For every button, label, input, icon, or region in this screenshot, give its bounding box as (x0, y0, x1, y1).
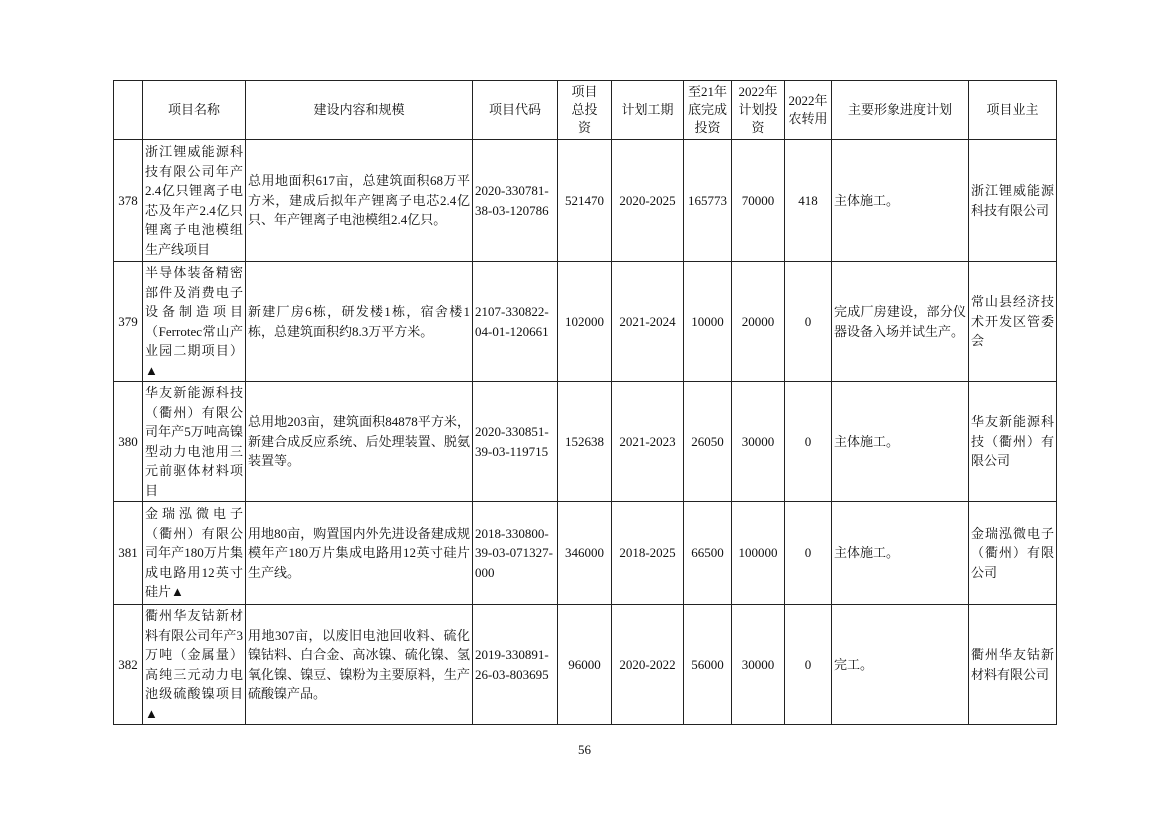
cell-plan22: 20000 (732, 262, 785, 382)
cell-progress: 主体施工。 (832, 502, 969, 605)
cell-content: 新建厂房6栋，研发楼1栋，宿舍楼1栋，总建筑面积约8.3万平方米。 (246, 262, 473, 382)
table-row (114, 502, 1057, 605)
cell-period: 2018-2025 (612, 502, 684, 605)
header-name: 项目名称 (143, 81, 246, 140)
cell-land22: 0 (785, 605, 832, 725)
cell-done21: 10000 (684, 262, 732, 382)
table-row (114, 262, 1057, 382)
header-done21: 至21年底完成投资 (684, 81, 732, 140)
cell-period: 2020-2022 (612, 605, 684, 725)
cell-owner: 衢州华友钴新材料有限公司 (969, 605, 1057, 725)
cell-total: 152638 (558, 382, 612, 502)
cell-land22: 0 (785, 382, 832, 502)
cell-no: 382 (114, 605, 143, 725)
cell-plan22: 70000 (732, 140, 785, 262)
table-row (114, 605, 1057, 725)
cell-progress: 主体施工。 (832, 382, 969, 502)
cell-plan22: 30000 (732, 382, 785, 502)
header-progress: 主要形象进度计划 (832, 81, 969, 140)
cell-name: 浙江锂威能源科技有限公司年产2.4亿只锂离子电芯及年产2.4亿只锂离子电池模组生产线项目 (143, 140, 246, 262)
cell-done21: 56000 (684, 605, 732, 725)
cell-plan22: 30000 (732, 605, 785, 725)
page-number: 56 (578, 742, 591, 757)
table-row (114, 382, 1057, 502)
cell-content: 用地307亩，以废旧电池回收料、硫化镍钴料、白合金、高冰镍、硫化镍、氢氧化镍、镍豆、镍粉为主要原料，生产硫酸镍产品。 (246, 605, 473, 725)
cell-code: 2107-330822-04-01-120661 (473, 262, 558, 382)
cell-total: 96000 (558, 605, 612, 725)
header-code: 项目代码 (473, 81, 558, 140)
header-land22: 2022年农转用 (785, 81, 832, 140)
cell-code: 2020-330781-38-03-120786 (473, 140, 558, 262)
table-row (114, 140, 1057, 262)
cell-progress: 主体施工。 (832, 140, 969, 262)
cell-content: 总用地203亩，建筑面积84878平方米，新建合成反应系统、后处理装置、脱氨装置等。 (246, 382, 473, 502)
cell-name: 半导体装备精密部件及消费电子设备制造项目（Ferrotec常山产业园二期项目）▲ (143, 262, 246, 382)
header-plan22: 2022年计划投资 (732, 81, 785, 140)
cell-content: 总用地面积617亩，总建筑面积68万平方米，建成后拟年产锂离子电芯2.4亿只、年产锂离子电池模组2.4亿只。 (246, 140, 473, 262)
cell-period: 2021-2024 (612, 262, 684, 382)
cell-content: 用地80亩，购置国内外先进设备建成规模年产180万片集成电路用12英寸硅片生产线。 (246, 502, 473, 605)
cell-done21: 66500 (684, 502, 732, 605)
cell-done21: 26050 (684, 382, 732, 502)
cell-owner: 浙江锂威能源科技有限公司 (969, 140, 1057, 262)
cell-plan22: 100000 (732, 502, 785, 605)
cell-name: 衢州华友钴新材料有限公司年产3万吨（金属量）高纯三元动力电池级硫酸镍项目▲ (143, 605, 246, 725)
cell-name: 金瑞泓微电子（衢州）有限公司年产180万片集成电路用12英寸硅片▲ (143, 502, 246, 605)
cell-total: 521470 (558, 140, 612, 262)
cell-no: 381 (114, 502, 143, 605)
cell-owner: 金瑞泓微电子（衢州）有限公司 (969, 502, 1057, 605)
header-owner: 项目业主 (969, 81, 1057, 140)
cell-progress: 完成厂房建设，部分仪器设备入场并试生产。 (832, 262, 969, 382)
cell-total: 102000 (558, 262, 612, 382)
cell-period: 2020-2025 (612, 140, 684, 262)
cell-land22: 418 (785, 140, 832, 262)
project-table (113, 80, 1057, 725)
cell-owner: 常山县经济技术开发区管委会 (969, 262, 1057, 382)
header-row (114, 81, 1057, 140)
cell-period: 2021-2023 (612, 382, 684, 502)
cell-progress: 完工。 (832, 605, 969, 725)
header-content: 建设内容和规模 (246, 81, 473, 140)
cell-land22: 0 (785, 262, 832, 382)
cell-code: 2018-330800-39-03-071327-000 (473, 502, 558, 605)
header-period: 计划工期 (612, 81, 684, 140)
cell-land22: 0 (785, 502, 832, 605)
header-total: 项目总投资 (558, 81, 612, 140)
cell-done21: 165773 (684, 140, 732, 262)
cell-owner: 华友新能源科技（衢州）有限公司 (969, 382, 1057, 502)
cell-total: 346000 (558, 502, 612, 605)
cell-code: 2020-330851-39-03-119715 (473, 382, 558, 502)
cell-code: 2019-330891-26-03-803695 (473, 605, 558, 725)
cell-no: 380 (114, 382, 143, 502)
cell-no: 379 (114, 262, 143, 382)
cell-no: 378 (114, 140, 143, 262)
cell-name: 华友新能源科技（衢州）有限公司年产5万吨高镍型动力电池用三元前驱体材料项目 (143, 382, 246, 502)
header-no (114, 81, 143, 140)
